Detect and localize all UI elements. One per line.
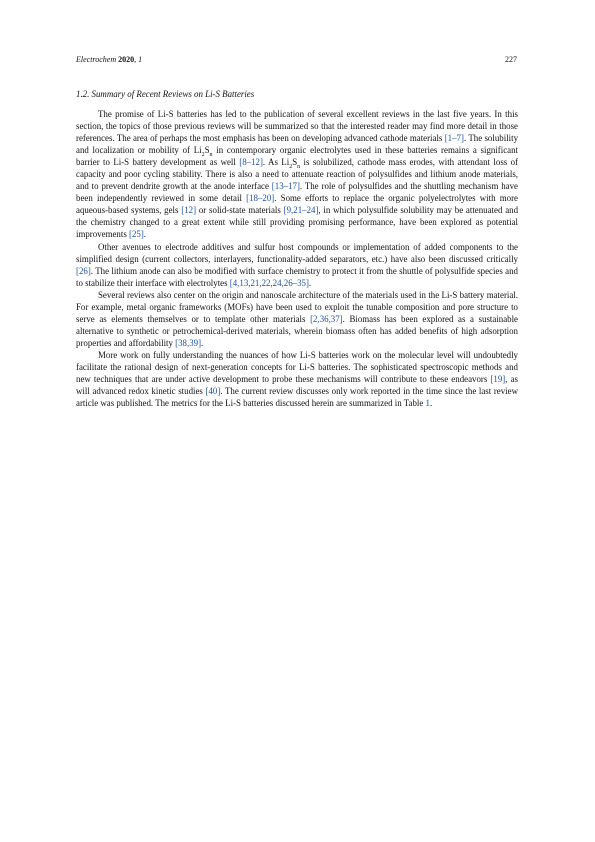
text-run: The promise of Li-S batteries has led to the publication of several excellent reviews in the last five years. In this section, the topics of those previous reviews will be summarized so that the interested reader may find more detail in those references. The area of perhaps the most emphasis has been on developing advanced cathode materials <box>76 109 518 144</box>
table-reference-link[interactable]: 1 <box>425 398 430 409</box>
citation-link[interactable]: [38,39] <box>175 337 202 348</box>
citation-link[interactable]: [4,13,21,22,24,26–35] <box>229 277 309 288</box>
text-run: . As Li <box>262 157 290 168</box>
text-run: . <box>201 337 204 348</box>
citation-link[interactable]: [2,36,37] <box>310 313 343 324</box>
text-run: . The solubility and localization or mobility of Li <box>76 133 519 156</box>
text-run: , as will advanced redox kinetic studies <box>76 374 518 397</box>
text-run: . <box>308 277 312 288</box>
running-header <box>76 55 517 64</box>
text-run: More work on fully understanding the nuances of how Li-S batteries work on the molecular level will undoubtedly facilitate the rational design of next-generation concepts for Li-S batteries. The sophisticated spectroscopic methods and new techniques that are under active development to probe these mechanisms will contribute to these endeavors <box>76 349 518 385</box>
paragraph-1 <box>76 108 518 241</box>
paragraph-4 <box>76 349 518 409</box>
text-run: Several reviews also center on the origin and nanoscale architecture of the materials used in the Li-S battery material. For example, metal organic frameworks (MOFs) have been used to exploit the tunable composition and pore structure to serve as elements themselves or to template other materials <box>76 289 518 324</box>
text-run: in contemporary organic electrolytes used in these batteries remains a significant barrier to Li-S battery development as well <box>76 145 518 168</box>
citation-link[interactable]: [40] <box>205 386 221 397</box>
journal-name: Electrochem <box>76 55 117 64</box>
citation-link[interactable]: [19] <box>490 374 506 385</box>
subscript: 2 <box>201 151 205 158</box>
text-run: . Some efforts to replace the organic polyelectrolytes with more aqueous-based systems, gels <box>76 193 518 216</box>
citation-link[interactable]: [26] <box>76 265 91 276</box>
subscript: 2 <box>289 163 293 170</box>
subscript: n <box>209 151 213 158</box>
citation-link[interactable]: [12] <box>181 205 197 216</box>
text-run: S <box>204 145 210 156</box>
journal-year: 2020 <box>118 55 135 64</box>
text-run: . The role of polysulfides and the shuttling mechanism have been independently reviewed in some detail <box>76 181 518 204</box>
journal-citation <box>76 55 142 64</box>
text-run: Other avenues to electrode additives and sulfur host compounds or implementation of added components to the simplified design (current collectors, interlayers, functionality-added separators, etc.) have also been discussed critically <box>76 241 518 264</box>
section-heading: 1.2. Summary of Recent Reviews on Li-S Batteries <box>76 89 255 99</box>
text-run: or solid-state materials <box>196 205 284 216</box>
paragraph-3 <box>76 289 518 349</box>
citation-link[interactable]: [18–20] <box>246 193 275 204</box>
citation-link[interactable]: [9,21–24] <box>283 205 319 216</box>
text-run: . The lithium anode can also be modified with surface chemistry to protect it from the shuttle of polysulfide species and to stabilize their interface with electrolytes <box>76 265 518 288</box>
subscript: n <box>297 163 301 170</box>
body-text <box>76 108 518 409</box>
citation-link[interactable]: [8–12] <box>239 157 263 168</box>
journal-volume: , 1 <box>134 55 143 64</box>
text-run: S <box>292 157 298 168</box>
text-run: . <box>143 229 147 240</box>
citation-link[interactable]: [13–17] <box>271 181 300 192</box>
page-number: 227 <box>505 55 517 64</box>
text-run: is solubilized, cathode mass erodes, with attendant loss of capacity and poor cycling stability. There is also a need to attenuate reaction of polysulfides and lithium anode materials, and to prevent dendrite growth at the anode interface <box>76 157 519 192</box>
text-run: . The current review discusses only work reported in the time since the last review article was published. The metrics for the Li-S batteries discussed herein are summarized in Table <box>76 386 518 409</box>
text-run: . Biomass has been explored as a sustainable alternative to synthetic or petrochemical-derived materials, wherein biomass often has added benefits of high adsorption properties and affordability <box>76 313 518 348</box>
text-run: . <box>429 398 433 409</box>
citation-link[interactable]: [25] <box>129 229 144 240</box>
text-run: , in which polysulfide solubility may be attenuated and the chemistry changed to a great extent while still providing promising performance, have been explored as potential improvements <box>76 205 519 240</box>
paragraph-2 <box>76 241 518 289</box>
citation-link[interactable]: [1–7] <box>444 133 464 144</box>
